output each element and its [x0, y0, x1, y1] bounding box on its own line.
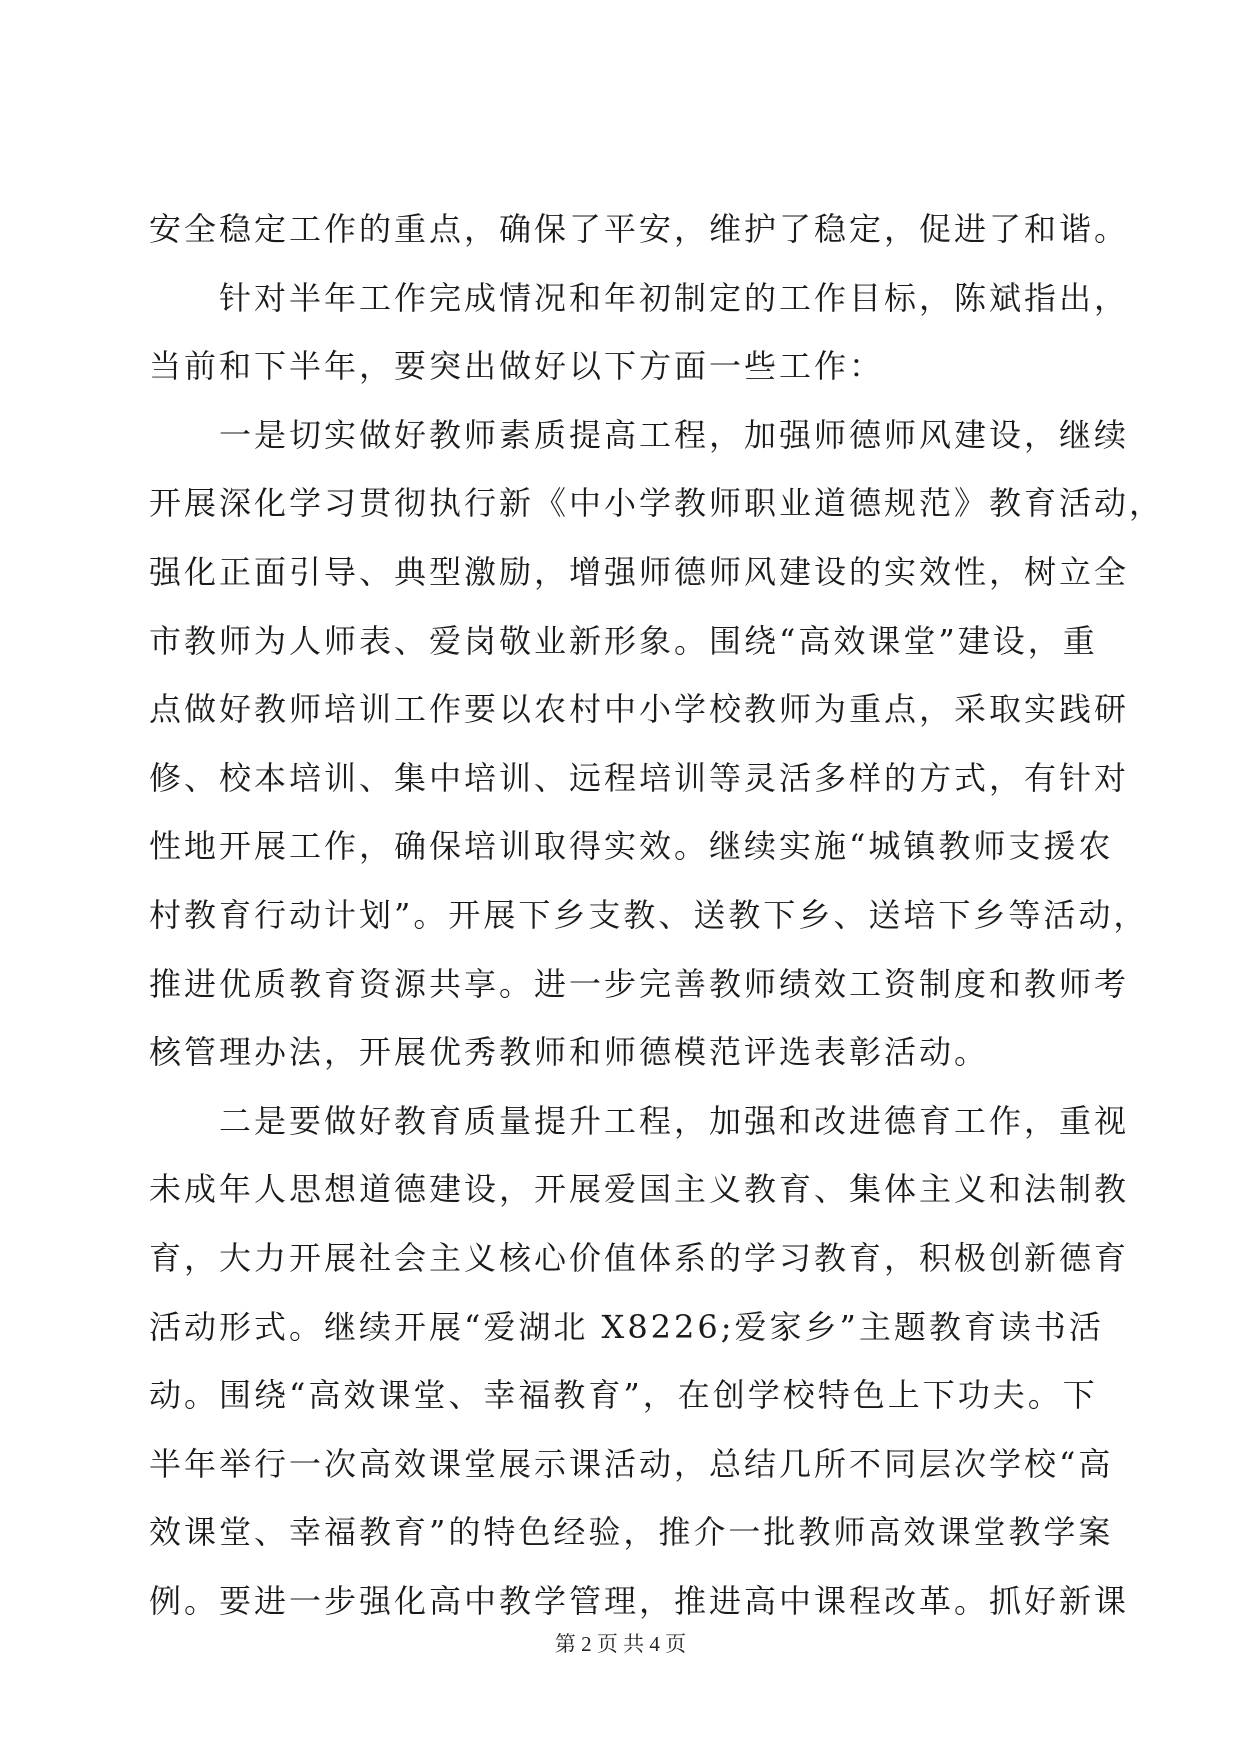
page-footer: 第 2 页 共 4 页 — [554, 1632, 687, 1656]
text-line: 动。围绕“高效课堂、幸福教育”，在创学校特色上下功夫。下 — [149, 1376, 1098, 1415]
text-line: 强化正面引导、典型激励，增强师德师风建设的实效性，树立全 — [149, 552, 1130, 591]
text-line: 安全稳定工作的重点，确保了平安，维护了稳定，促进了和谐。 — [149, 210, 1130, 248]
text-line: 核管理办法，开展优秀教师和师德模范评选表彰活动。 — [149, 1033, 990, 1072]
text-line: 效课堂、幸福教育”的特色经验，推介一批教师高效课堂教学案 — [149, 1513, 1114, 1552]
text-line: 市教师为人师表、爱岗敬业新形象。围绕“高效课堂”建设，重 — [149, 621, 1098, 660]
text-line: 开展深化学习贯彻执行新《中小学教师职业道德规范》教育活动， — [149, 484, 1165, 523]
text-line: 推进优质教育资源共享。进一步完善教师绩效工资制度和教师考 — [149, 964, 1130, 1003]
text-line: 修、校本培训、集中培训、远程培训等灵活多样的方式，有针对 — [149, 758, 1130, 797]
text-line: 一是切实做好教师素质提高工程，加强师德师风建设，继续 — [149, 415, 1130, 454]
text-line: 点做好教师培训工作要以农村中小学校教师为重点，采取实践研 — [149, 690, 1130, 729]
text-line: 未成年人思想道德建设，开展爱国主义教育、集体主义和法制教 — [149, 1170, 1130, 1209]
text-line: 半年举行一次高效课堂展示课活动，总结几所不同层次学校“高 — [149, 1444, 1114, 1483]
text-line: 育，大力开展社会主义核心价值体系的学习教育，积极创新德育 — [149, 1238, 1130, 1277]
text-line: 村教育行动计划”。开展下乡支教、送教下乡、送培下乡等活动， — [149, 895, 1149, 934]
body-text — [149, 195, 1165, 1635]
text-line: 针对半年工作完成情况和年初制定的工作目标，陈斌指出， — [149, 278, 1130, 317]
text-line: 性地开展工作，确保培训取得实效。继续实施“城镇教师支援农 — [149, 827, 1114, 866]
text-line: 活动形式。继续开展“爱湖北 X8226;爱家乡”主题教育读书活 — [149, 1307, 1104, 1346]
text-line: 当前和下半年，要突出做好以下方面一些工作： — [149, 347, 885, 386]
text-line: 例。要进一步强化高中教学管理，推进高中课程改革。抓好新课 — [149, 1581, 1130, 1620]
text-line: 二是要做好教育质量提升工程，加强和改进德育工作，重视 — [149, 1101, 1130, 1140]
